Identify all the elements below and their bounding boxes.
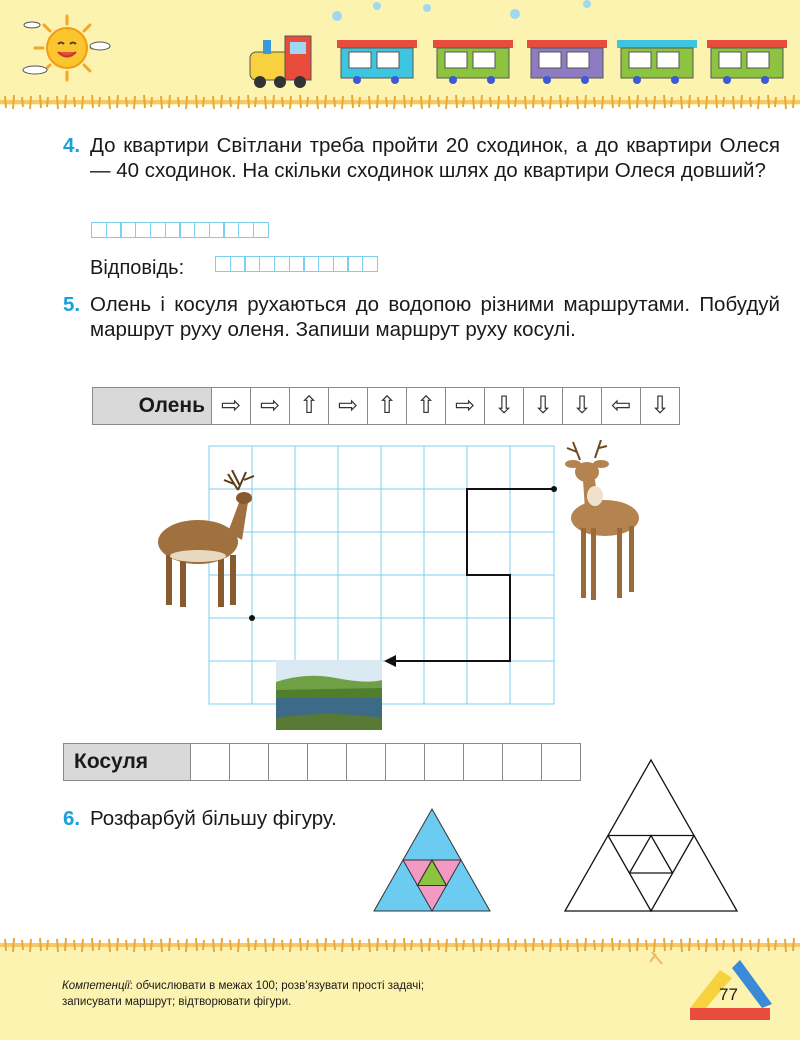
route-arrow: ⇨: [251, 388, 290, 425]
colored-triangle-figure: [370, 805, 495, 915]
header-grass-border: [0, 92, 800, 112]
task-5: [63, 292, 780, 341]
route-empty-cell[interactable]: [269, 744, 308, 781]
route-empty-cell[interactable]: [425, 744, 464, 781]
route-arrow: ⇨: [212, 388, 251, 425]
task-text: Олень і косуля рухаються до водопою різними маршрутами. Побудуй маршрут руху оленя. Запиши маршрут руху косулі.: [90, 293, 780, 341]
route-arrow: ⇨: [329, 388, 368, 425]
roe-deer-picture: [555, 440, 655, 605]
route-empty-cell[interactable]: [308, 744, 347, 781]
deer-label: Олень: [93, 388, 212, 425]
answer-label: Відповідь:: [90, 257, 185, 279]
task-text: До квартири Світлани треба пройти 20 сходинок, а до квартири Олеся — 40 сходинок. На скільки сходинок шлях до квартири Олеся довший?: [90, 134, 780, 182]
competencies-lead: Компетенції: [62, 980, 130, 992]
route-arrow: ⇧: [368, 388, 407, 425]
pencils-icon: [640, 950, 780, 1025]
route-empty-cell[interactable]: [191, 744, 230, 781]
competencies-line2: записувати маршрут; відтворювати фігури.: [62, 996, 292, 1008]
outline-triangle-figure[interactable]: [562, 758, 740, 914]
route-empty-cell[interactable]: [386, 744, 425, 781]
deer-route-table: [92, 387, 680, 425]
route-arrow: ⇩: [641, 388, 680, 425]
route-arrow: ⇩: [524, 388, 563, 425]
route-arrow: ⇩: [563, 388, 602, 425]
route-arrow: ⇨: [446, 388, 485, 425]
task-4: [63, 133, 780, 182]
roe-label: Косуля: [64, 744, 191, 781]
route-empty-cell[interactable]: [347, 744, 386, 781]
route-empty-cell[interactable]: [230, 744, 269, 781]
task-number: 5.: [63, 293, 81, 316]
pond-picture: [276, 660, 382, 730]
competencies-line1: : обчислювати в межах 100; розв’язувати прості задачі;: [129, 980, 425, 992]
task-text: Розфарбуй більшу фігуру.: [90, 807, 337, 830]
train-icon: [245, 0, 800, 95]
page-number: 77: [719, 985, 738, 1004]
answer-cells-solution[interactable]: [91, 222, 267, 238]
route-arrow: ⇧: [407, 388, 446, 425]
route-arrow: ⇧: [290, 388, 329, 425]
deer-picture: [148, 470, 268, 615]
task-number: 4.: [63, 134, 81, 157]
roe-route-table: [63, 743, 581, 781]
sun-icon: [20, 10, 115, 85]
route-empty-cell[interactable]: [503, 744, 542, 781]
answer-cells-final[interactable]: [215, 256, 377, 272]
route-arrow: ⇩: [485, 388, 524, 425]
route-empty-cell[interactable]: [464, 744, 503, 781]
competencies-note: [62, 978, 424, 1010]
task-number: 6.: [63, 807, 81, 830]
task-6: [63, 806, 337, 831]
route-arrow: ⇦: [602, 388, 641, 425]
